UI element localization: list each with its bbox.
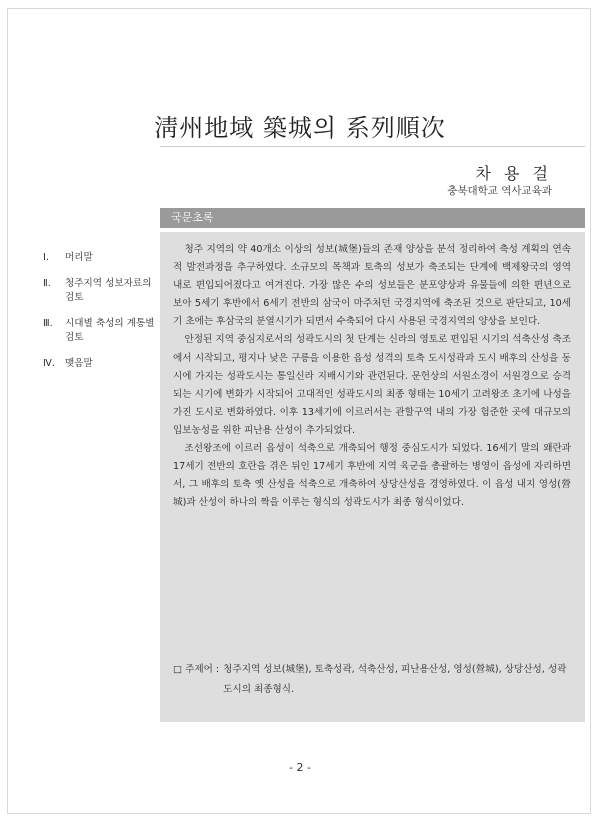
toc-item-label: 맺음말 xyxy=(65,358,93,369)
keywords-list: 청주지역 성보(城堡), 토축성곽, 석축산성, 피난용산성, 영성(營城), 상당산성, 성곽도시의 최종형식. xyxy=(223,664,567,695)
author-affiliation: 충북대학교 역사교육과 xyxy=(447,185,552,197)
keywords xyxy=(173,660,575,700)
abstract-box xyxy=(160,232,585,722)
toc-item xyxy=(43,277,155,305)
toc-item xyxy=(43,251,155,265)
keywords-label: □ 주제어 xyxy=(173,664,213,675)
title-divider xyxy=(160,146,585,147)
keywords-colon: : xyxy=(215,664,220,675)
abstract-paragraph: 안정된 지역 중심지로서의 성곽도시의 첫 단계는 신라의 영토로 편입된 시기의 석축산성 축조에서 시작되고, 평지나 낮은 구릉을 이용한 읍성 성격의 토축 도시성곽과 도시 배후의 산성을 동시에 가지는 성곽도시는 통일신라 지배시기와 관련된다. 문헌상의 서원소경이 서원경으로 승격되는 시기에 변화가 시작되어 고대적인 성곽도시의 최종 형태는 10세기 고려왕조 초기에 나성을 가진 도시로 변화하였다. 이후 13세기에 이르러서는 관할구역 내의 가장 험준한 곳에 대규모의 입보농성을 위한 피난용 산성이 추가되었다. xyxy=(173,334,571,436)
toc-item xyxy=(43,357,155,371)
toc-item xyxy=(43,317,155,345)
toc-item-number: Ⅰ. xyxy=(43,252,49,263)
toc-item-number: Ⅱ. xyxy=(43,278,51,289)
toc-item-label: 시대별 축성의 계통별 검토 xyxy=(65,318,155,343)
toc-item-label: 머리말 xyxy=(65,252,93,263)
toc-item-number: Ⅳ. xyxy=(43,358,55,369)
author-name: 차 용 걸 xyxy=(475,164,552,183)
abstract-heading: 국문초록 xyxy=(160,208,585,228)
paper-title: 淸州地域 築城의 系列順次 xyxy=(154,114,446,142)
toc-item-number: Ⅲ. xyxy=(43,318,53,329)
abstract-paragraph: 조선왕조에 이르러 읍성이 석축으로 개축되어 행정 중심도시가 되었다. 16세기 말의 왜란과 17세기 전반의 호란을 겪은 뒤인 17세기 후반에 지역 육군을 총괄하는 병영이 읍성에 자리하면서, 그 배후의 토축 옛 산성을 석축으로 개축하여 상당산성을 경영하였다. 이 읍성 내지 영성(營城)과 산성이 하나의 짝을 이루는 형식의 성곽도시가 최종 형식이었다. xyxy=(173,443,571,509)
page-number: - 2 - xyxy=(289,761,311,774)
abstract-paragraph: 청주 지역의 약 40개소 이상의 성보(城堡)들의 존재 양상을 분석 정리하여 축성 계획의 연속적 발전과정을 추구하였다. 소규모의 목책과 토축의 성보가 축조되는 단계에 백제왕국의 영역 내로 편입되어졌다고 여겨진다. 가장 많은 수의 성보들은 분포양상과 유물들에 의한 편년으로 보아 5세기 후반에서 6세기 전반의 삼국이 마주처던 국경지역에 축조된 것으로 판단되고, 10세기 초에는 후삼국의 분열시기가 되면서 수축되어 다시 사용된 국경지역의 양상을 보인다. xyxy=(173,244,571,328)
abstract-body xyxy=(173,241,571,512)
table-of-contents xyxy=(43,251,155,383)
toc-item-label: 청주지역 성보자료의 검토 xyxy=(65,278,152,303)
